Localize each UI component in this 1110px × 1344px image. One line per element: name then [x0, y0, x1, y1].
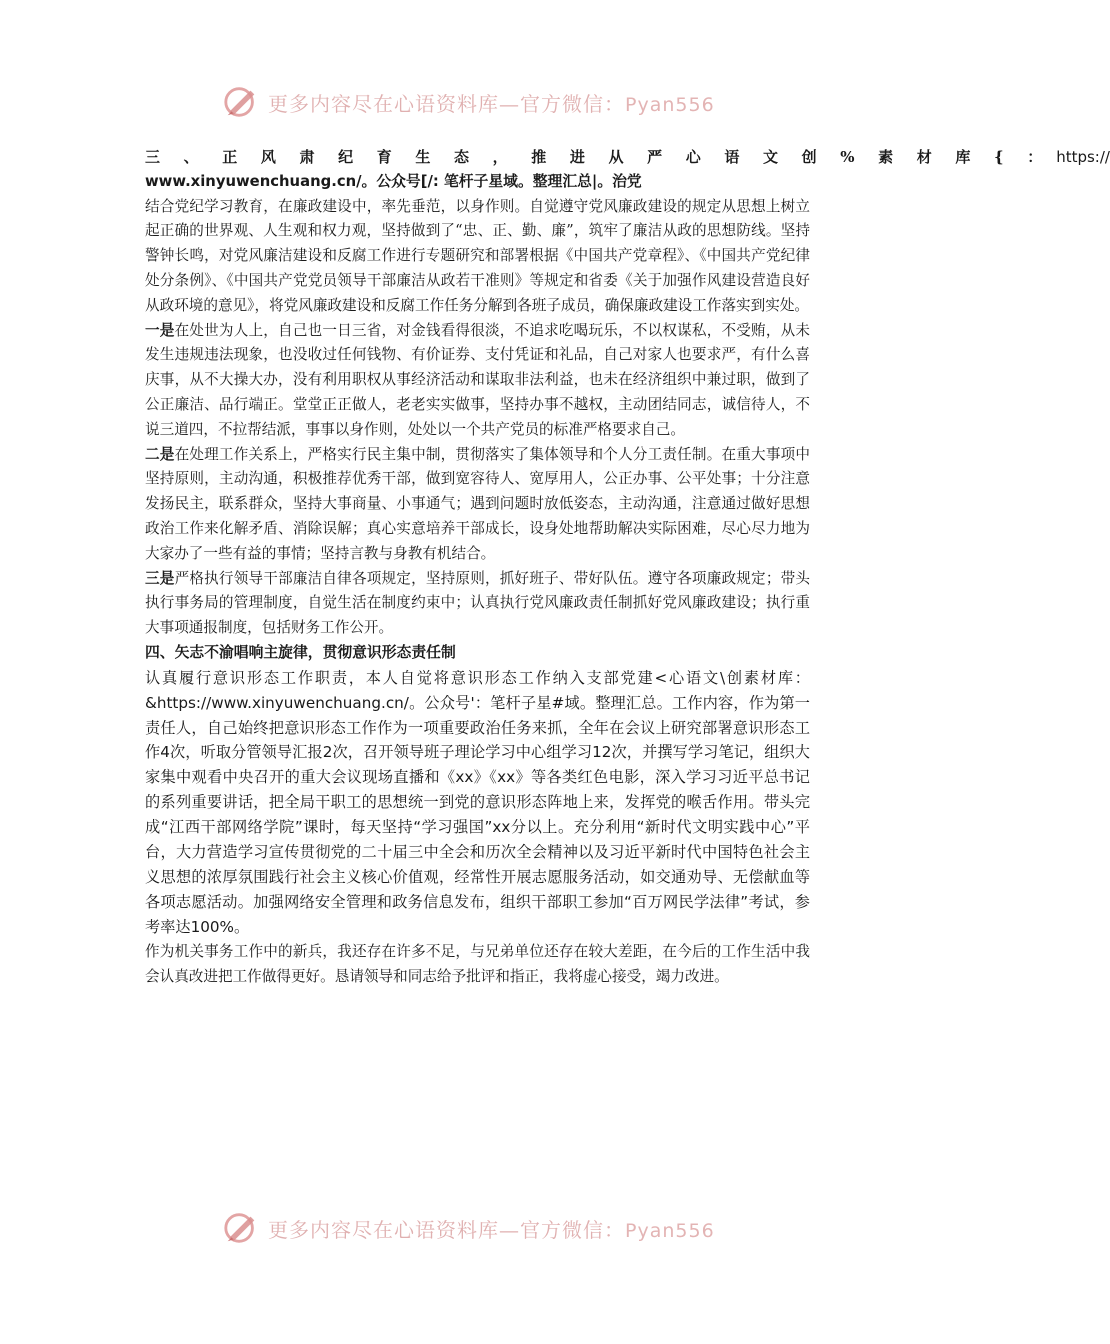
header-watermark — [222, 82, 742, 122]
paragraph-third: 三是严格执行领导干部廉洁自律各项规定，坚持原则，抓好班子、带好队伍。遵守各项廉政规定；带头执行事务局的管理制度，自觉生活在制度约束中；认真执行党风廉政责任制抓好党风廉政建设；执行重大事项通报制度，包括财务工作公开。 — [145, 569, 810, 637]
closing-paragraph: 作为机关事务工作中的新兵，我还存在许多不足，与兄弟单位还存在较大差距，在今后的工作生活中我会认真改进把工作做得更好。恳请领导和同志给予批评和指正，我将虚心接受，竭力改进。 — [145, 942, 810, 985]
section3-intro: 结合党纪学习教育，在廉政建设中，率先垂范，以身作则。自觉遵守党风廉政建设的规定从思想上树立起正确的世界观、人生观和权力观，坚持做到了“忠、正、勤、廉”，筑牢了廉洁从政的思想防线。坚持警钟长鸣，对党风廉洁建设和反腐工作进行专题研究和部署根据《中国共产党章程》、《中国共产党纪律处分条例》、《中国共产党党员领导干部廉洁从政若干准则》等规定和省委《关于加强作风建设营造良好从政环境的意见》，将党风廉政建设和反腐工作任务分解到各班子成员，确保廉政建设工作落实到实处。 — [145, 197, 810, 314]
pen-logo-icon — [222, 1209, 260, 1247]
section4-body: 认真履行意识形态工作职责，本人自觉将意识形态工作纳入支部党建<心语文\创素材库：&https://www.xinyuwenchuang.cn/。公众号'：笔杆子星#域。整理汇总。工作内容，作为第一责任人，自己始终把意识形态工作作为一项重要政治任务来抓，全年在会议上研究部署意识形态工作4次，听取分管领导汇报2次，召开领导班子理论学习中心组学习12次，并撰写学习笔记，组织大家集中观看中央召开的重大会议现场直播和《xx》《xx》等各类红色电影，深入学习习近平总书记的系列重要讲话，把全局干职工的思想统一到党的意识形态阵地上来，发挥党的喉舌作用。带头完成“江西干部网络学院”课时，每天坚持“学习强国”xx分以上。充分利用“新时代文明实践中心”平台，大力营造学习宣传贯彻党的二十届三中全会和历次全会精神以及习近平新时代中国特色社会主义思想的浓厚氛围践行社会主义核心价值观，经常性开展志愿服务活动，如交通劝导、无偿献血等各项志愿活动。加强网络安全管理和政务信息发布，组织干部职工参加“百万网民学法律”考试，参考率达100%。 — [145, 668, 810, 936]
document-body — [145, 145, 1110, 989]
watermark-text: 更多内容尽在心语资料库—官方微信：Pyan556 — [268, 1217, 715, 1242]
pen-logo-icon — [222, 83, 260, 121]
footer-watermark — [222, 1208, 742, 1248]
watermark-text: 更多内容尽在心语资料库—官方微信：Pyan556 — [268, 91, 715, 116]
paragraph-second: 二是在处理工作关系上，严格实行民主集中制，贯彻落实了集体领导和个人分工责任制。在重大事项中坚持原则，主动沟通，积极推荐优秀干部，做到宽容待人、宽厚用人，公正办事、公平处事；十分注意发扬民主，联系群众，坚持大事商量、小事通气；遇到问题时放低姿态，主动沟通，注意通过做好思想政治工作来化解矛盾、消除误解；真心实意培养干部成长，设身处地帮助解决实际困难，尽心尽力地为大家办了一些有益的事情；坚持言教与身教有机结合。 — [145, 445, 810, 562]
section3-heading-line2: www.xinyuwenchuang.cn/。公众号[/: 笔杆子星域。整理汇总|。治党 — [145, 172, 642, 190]
paragraph-first: 一是在处世为人上，自己也一日三省，对金钱看得很淡，不追求吃喝玩乐，不以权谋私，不受贿，从未发生违规违法现象，也没收过任何钱物、有价证券、支付凭证和礼品，自己对家人也要求严，有什么喜庆事，从不大操大办，没有利用职权从事经济活动和谋取非法利益，也未在经济组织中兼过职，做到了公正廉洁、品行端正。堂堂正正做人，老老实实做事，坚持办事不越权，主动团结同志，诚信待人，不说三道四，不拉帮结派，事事以身作则，处处以一个共产党员的标准严格要求自己。 — [145, 321, 810, 438]
section3-heading: 三 、 正 风 肃 纪 育 生 态 ， 推 进 从 严 心 语 文 创 % 素 材 库 { ： https:// — [145, 148, 1110, 166]
section4-heading: 四、矢志不渝唱响主旋律，贯彻意识形态责任制 — [145, 643, 456, 661]
